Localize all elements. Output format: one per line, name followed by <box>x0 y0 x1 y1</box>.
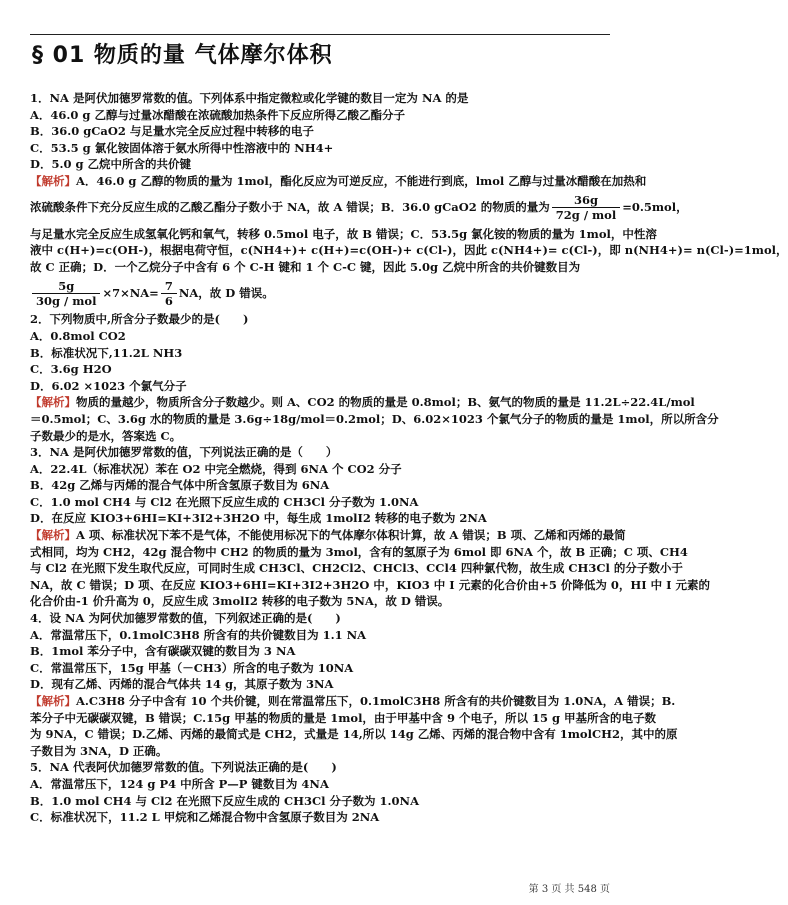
document-body <box>30 90 788 826</box>
q1-analysis-line-3: 与足量水完全反应生成氢氧化钙和氧气，转移 0.5mol 电子，故 B 错误；C．53.5g 氯化铵的物质的量为 1mol，中性溶 <box>30 226 657 241</box>
q1-option-a: A．46.0 g 乙醇与过量冰醋酸在浓硫酸加热条件下反应所得乙酸乙酯分子 <box>30 107 405 122</box>
q3-option-a: A．22.4L（标准状况）苯在 O2 中完全燃烧，得到 6NA 个 CO2 分子 <box>30 461 402 476</box>
page-title: § 01 物质的量 气体摩尔体积 <box>32 43 333 68</box>
q3-stem: 3．NA 是阿伏加德罗常数的值，下列说法正确的是（ ） <box>30 445 338 460</box>
q1-analysis-line-2: 浓硫酸条件下充分反应生成的乙酸乙酯分子数小于 NA，故 A 错误；B．36.0 gCaO2 的物质的量为 $\frac{36g}{\text{72g / mol}}$ =0.5mol， <box>30 193 688 223</box>
q1-stem: 1．NA 是阿伏加德罗常数的值。下列体系中指定微粒或化学键的数目一定为 NA 的是 <box>30 91 469 105</box>
q1-option-b: B．36.0 gCaO2 与足量水完全反应过程中转移的电子 <box>30 124 314 139</box>
q2-option-a: A．0.8mol CO2 <box>30 328 126 343</box>
q4-option-c: C．常温常压下，15g 甲基（－CH3）所含的电子数为 10NA <box>30 660 354 675</box>
q4-option-b: B．1mol 苯分子中，含有碳碳双键的数目为 3 NA <box>30 644 296 659</box>
q1-option-c: C．53.5 g 氯化铵固体溶于氨水所得中性溶液中的 NH4+ <box>30 140 334 155</box>
q2-option-d: D．6.02 ×1023 个氯气分子 <box>30 378 187 393</box>
analysis-tag: 【解析】 <box>30 395 76 410</box>
q3-option-d: D．在反应 KIO3+6HI=KI+3I2+3H2O 中，每生成 1molI2 转移的电子数为 2NA <box>30 511 487 526</box>
q5-option-a: A．常温常压下，124 g P4 中所含 P—P 键数目为 4NA <box>30 776 329 791</box>
q2-stem: 2．下列物质中,所含分子数最少的是( ) <box>30 312 249 327</box>
q5-stem: 5．NA 代表阿伏加德罗常数的值。下列说法正确的是( ) <box>30 760 337 775</box>
page-number: 第 3 页 共 548 页 <box>528 884 610 895</box>
q4-option-d: D．现有乙烯、丙烯的混合气体共 14 g，其原子数为 3NA <box>30 677 334 692</box>
q4-option-a: A．常温常压下，0.1molC3H8 所含有的共价键数目为 1.1 NA <box>30 627 367 642</box>
analysis-tag: 【解析】 <box>30 528 76 543</box>
q3-analysis-line-2: 式相同，均为 CH2，42g 混合物中 CH2 的物质的量为 3mol，含有的氢原子为 6mol 即 6NA 个，故 B 正确；C 项、CH4 <box>30 544 688 559</box>
q1-analysis-line-5: 故 C 正确；D．一个乙烷分子中含有 6 个 C-H 键和 1 个 C-C 键，因此 5.0g 乙烷中所含的共价键数目为 <box>30 259 581 274</box>
q3-analysis-line-1: 【解析】A 项、标准状况下苯不是气体，不能使用标况下的气体摩尔体积计算，故 A 错误；B 项、乙烯和丙烯的最简 <box>30 528 626 543</box>
q5-option-b: B．1.0 mol CH4 与 Cl2 在光照下反应生成的 CH3Cl 分子数为 1.0NA <box>30 793 419 808</box>
q4-analysis-line-1: 【解析】A.C3H8 分子中含有 10 个共价键，则在常温常压下，0.1molC3H8 所含有的共价键数目为 1.0NA，A 错误；B. <box>30 694 676 708</box>
q5-option-c: C．标准状况下，11.2 L 甲烷和乙烯混合物中含氢原子数目为 2NA <box>30 810 380 825</box>
fraction-seven-sixths: $\frac{7}{6}$ <box>161 279 177 308</box>
analysis-tag: 【解析】 <box>30 173 76 188</box>
fraction-ethane: $\frac{5g}{\text{30g / mol}}$ <box>32 279 100 308</box>
q4-analysis-line-3: 为 9NA，C 错误；D.乙烯、丙烯的最简式是 CH2，式量是 14,所以 14g 乙烯、丙烯的混合物中含有 1molCH2，其中的原 <box>30 727 678 742</box>
q2-analysis-line-1: 【解析】物质的量越少，物质所含分子数越少。则 A、CO2 的物质的量是 0.8mol；B、氨气的物质的量是 11.2L÷22.4L/mol <box>30 395 695 410</box>
q3-option-c: C．1.0 mol CH4 与 Cl2 在光照下反应生成的 CH3Cl 分子数为 1.0NA <box>30 494 419 509</box>
q3-analysis-line-5: 化合价由-1 价升高为 0，反应生成 3molI2 转移的电子数为 5NA，故 D 错误。 <box>30 594 450 609</box>
q1-analysis-line-1: 【解析】A．46.0 g 乙醇的物质的量为 1mol，酯化反应为可逆反应，不能进行到底，lmol 乙醇与过量冰醋酸在加热和 <box>30 173 647 188</box>
q2-analysis-line-2: ＝0.5mol；C、3.6g 水的物质的量是 3.6g÷18g/mol＝0.2mol；D、6.02×1023 个氯气分子的物质的量是 1mol，所以所含分 <box>30 411 719 426</box>
q3-option-b: B．42g 乙烯与丙烯的混合气体中所含氢原子数目为 6NA <box>30 478 330 493</box>
q1-option-d: D．5.0 g 乙烷中所含的共价键 <box>30 157 192 172</box>
analysis-tag: 【解析】 <box>30 694 76 708</box>
q4-analysis-line-2: 苯分子中无碳碳双键，B 错误；C.15g 甲基的物质的量是 1mol，由于甲基中含 9 个电子，所以 15 g 甲基所含的电子数 <box>30 710 656 725</box>
q2-analysis-line-3: 子数最少的是水，答案选 C。 <box>30 428 182 443</box>
q2-option-b: B．标准状况下,11.2L NH3 <box>30 345 183 360</box>
fraction-cao2: $\frac{36g}{\text{72g / mol}}$ <box>552 193 620 222</box>
q1-analysis-line-4: 液中 c(H+)=c(OH-)，根据电荷守恒，c(NH4+)+ c(H+)=c(OH-)+ c(Cl-)，因此 c(NH4+)= c(Cl-)，即 n(NH4+)= n(Cl-)=1mol， <box>30 243 788 258</box>
q4-stem: 4．设 NA 为阿伏加德罗常数的值，下列叙述正确的是( ) <box>30 611 341 626</box>
q3-analysis-line-4: NA，故 C 错误；D 项、在反应 KIO3+6HI=KI+3I2+3H2O 中，KIO3 中 I 元素的化合价由+5 价降低为 0，HI 中 I 元素的 <box>30 577 710 592</box>
header-rule <box>30 34 610 35</box>
q2-option-c: C．3.6g H2O <box>30 362 112 377</box>
q1-analysis-line-6: $\frac{5g}{\text{30g / mol}}$ ×7×NA= $\frac{7}{6}$ NA，故 D 错误。 <box>30 275 610 311</box>
q4-analysis-line-4: 子数目为 3NA，D 正确。 <box>30 743 168 758</box>
q3-analysis-line-3: 与 Cl2 在光照下发生取代反应，可同时生成 CH3Cl、CH2Cl2、CHCl3、CCl4 四种氯代物，故生成 CH3Cl 的分子数小于 <box>30 561 683 576</box>
